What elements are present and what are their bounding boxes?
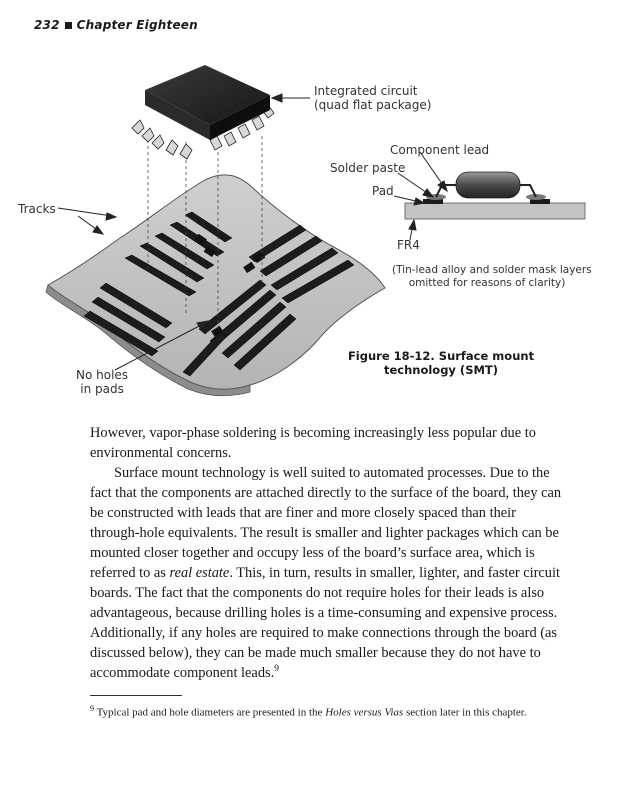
label-clarity-note: (Tin-lead alloy and solder mask layers omitted for reasons of clarity) — [392, 264, 592, 289]
label-integrated-circuit: Integrated circuit (quad flat package) — [314, 84, 432, 112]
label-pad: Pad — [372, 184, 394, 198]
body-text — [90, 423, 568, 683]
figure-caption: Figure 18-12. Surface mount technology (SMT) — [347, 349, 535, 377]
label-tracks: Tracks — [18, 202, 56, 216]
ic-package — [132, 65, 274, 159]
paragraph-1: However, vapor-phase soldering is becoming increasingly less popular due to environmental concerns. — [90, 425, 536, 461]
label-fr4: FR4 — [397, 238, 420, 252]
footnote-rule — [90, 695, 182, 696]
footnote-marker: 9 — [90, 704, 94, 713]
paragraph-2: Surface mount technology is well suited to automated processes. Due to the fact that the components are attached directly to the surface of the board, they can be constructed with leads that are finer and more closely spaced than their through-hole equivalents. The result is smaller and lighter packages which can be mounted closer together and occupy less of the board’s surface area, which is referred to as real estate. This, in turn, results in smaller, lighter, and faster circuit boards. The fact that the components do not require holes for their leads is also advantageous, because drilling holes is a time-consuming and expensive process. Additionally, if any holes are required to make connections through the board (as discussed below), they can be made much smaller because they do not have to accommodate component leads.$^9$ — [90, 465, 562, 681]
pcb-board — [48, 175, 385, 389]
separator-square — [65, 22, 72, 29]
chapter-title: Chapter Eighteen — [76, 18, 198, 32]
page-number: 232 — [34, 18, 60, 32]
footnote: $^9$ Typical pad and hole diameters are presented in the Holes versus Vias section later in this chapter. — [90, 704, 527, 719]
footnote-ref: 9 — [274, 664, 279, 675]
component-body — [456, 172, 520, 198]
label-component-lead: Component lead — [390, 143, 490, 157]
running-head — [34, 18, 198, 32]
label-solder-paste: Solder paste — [330, 161, 406, 175]
label-no-holes: No holes in pads — [76, 368, 129, 396]
